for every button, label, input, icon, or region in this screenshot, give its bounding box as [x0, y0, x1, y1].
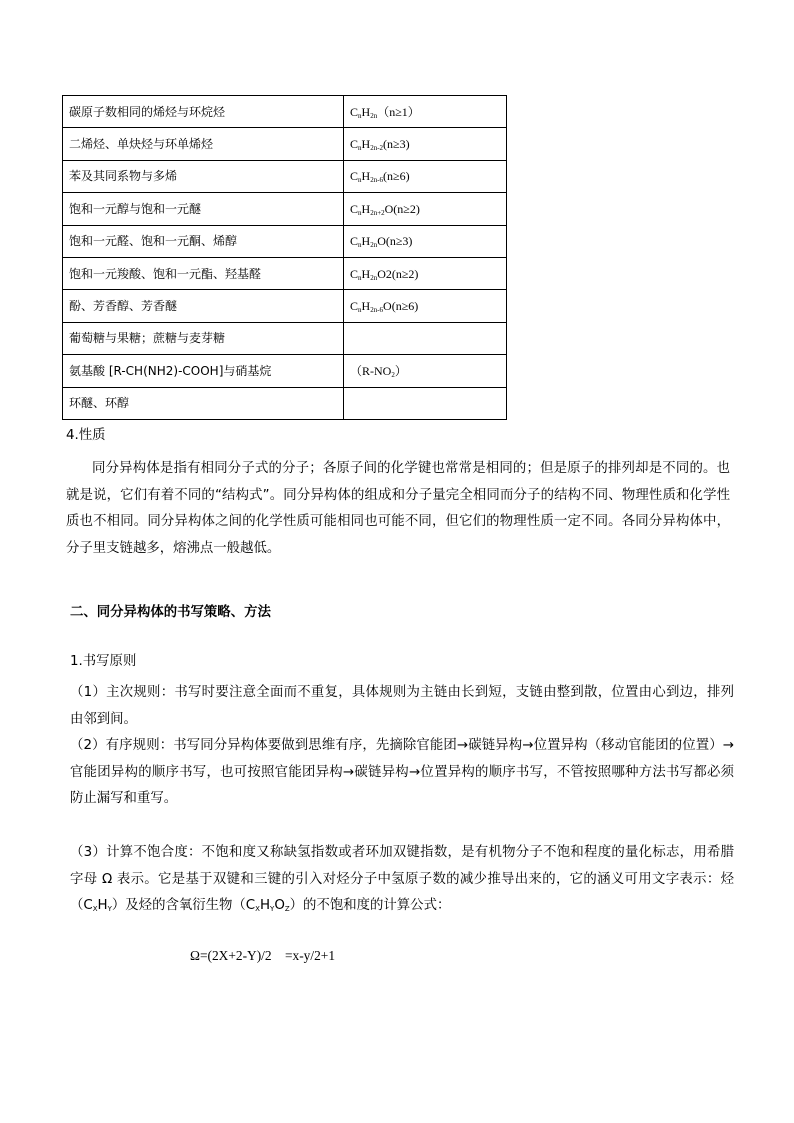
rule-ordered: （2）有序规则：书写同分异构体要做到思维有序，先摘除官能团→碳链异构→位置异构（移动官能团的位置）→官能团异构的顺序书写，也可按照官能团异构→碳链异构→位置异构的顺序书写，不管按照哪种方法书写都必须防止漏写和重写。 [70, 738, 734, 806]
section-4-heading: 4.性质 [66, 428, 106, 443]
compound-class-cell: 葡萄糖与果糖；蔗糖与麦芽糖 [63, 322, 344, 354]
general-formula-cell: $C_nH_{2n-6}O(n\ge 6)$ [344, 290, 507, 322]
compound-class-cell: 饱和一元羧酸、饱和一元酯、羟基醛 [63, 257, 344, 289]
table-row [63, 387, 507, 419]
general-formula-cell: $C_nH_{2n-2}(n\ge 3)$ [344, 128, 507, 160]
table-row [63, 225, 507, 257]
general-formula-cell: $C_nH_{2n+2}O(n\ge 2)$ [344, 193, 507, 225]
writing-principles-heading: 1.书写原则 [70, 654, 137, 669]
compound-class-cell: 碳原子数相同的烯烃与环烷烃 [63, 96, 344, 128]
section-2-heading: 二、同分异构体的书写策略、方法 [70, 605, 271, 620]
properties-paragraph: 同分异构体是指有相同分子式的分子；各原子间的化学键也常常是相同的；但是原子的排列却是不同的。也就是说，它们有着不同的“结构式”。同分异构体的组成和分子量完全相同而分子的结构不同、物理性质和化学性质也不相同。同分异构体之间的化学性质可能相同也可能不同，但它们的物理性质一定不同。各同分异构体中，分子里支链越多，熔沸点一般越低。 [66, 461, 730, 556]
rule-unsaturation: （3）计算不饱合度：不饱和度又称缺氢指数或者环加双键指数，是有机物分子不饱和程度的量化标志，用希腊字母 Ω 表示。它是基于双键和三键的引入对烃分子中氢原子数的减少推导出来的，它的涵义可用文字表示：烃$(C_XH_Y)$及烃的含氧衍生物$(C_XH_YO_Z)$的不饱和度的计算公式： [70, 845, 734, 913]
table-row [63, 355, 507, 387]
general-formula-cell [344, 387, 507, 419]
table-row [63, 193, 507, 225]
general-formula-cell: $(R-NO_2)$ [344, 355, 507, 387]
table-row [63, 96, 507, 128]
compound-class-cell: 环醚、环醇 [63, 387, 344, 419]
table-row [63, 322, 507, 354]
general-formula-cell: $C_nH_{2n}O(n\ge 3)$ [344, 225, 507, 257]
general-formula-cell: $C_nH_{2n-6}(n\ge 6)$ [344, 160, 507, 192]
table-row [63, 290, 507, 322]
compound-class-cell: 酚、芳香醇、芳香醚 [63, 290, 344, 322]
general-formula-cell: $C_nH_{2n}(n\ge 1)$ [344, 96, 507, 128]
compound-class-cell: 饱和一元醇与饱和一元醚 [63, 193, 344, 225]
table-row [63, 128, 507, 160]
table-row [63, 257, 507, 289]
table-row [63, 160, 507, 192]
rule-primary-secondary: （1）主次规则：书写时要注意全面而不重复，具体规则为主链由长到短，支链由整到散，位置由心到边，排列由邻到间。 [70, 685, 734, 727]
compound-class-cell: 氨基酸 [R-CH(NH2)-COOH]与硝基烷 [63, 355, 344, 387]
general-formula-cell: $C_nH_{2n}O2(n\ge 2)$ [344, 257, 507, 289]
general-formula-cell [344, 322, 507, 354]
compound-class-cell: 饱和一元醛、饱和一元酮、烯醇 [63, 225, 344, 257]
unsaturation-formula: Ω=(2X+2-Y)/2 =x-y/2+1 [190, 948, 336, 963]
isomer-formula-table [62, 95, 507, 420]
compound-class-cell: 苯及其同系物与多烯 [63, 160, 344, 192]
compound-class-cell: 二烯烃、单炔烃与环单烯烃 [63, 128, 344, 160]
